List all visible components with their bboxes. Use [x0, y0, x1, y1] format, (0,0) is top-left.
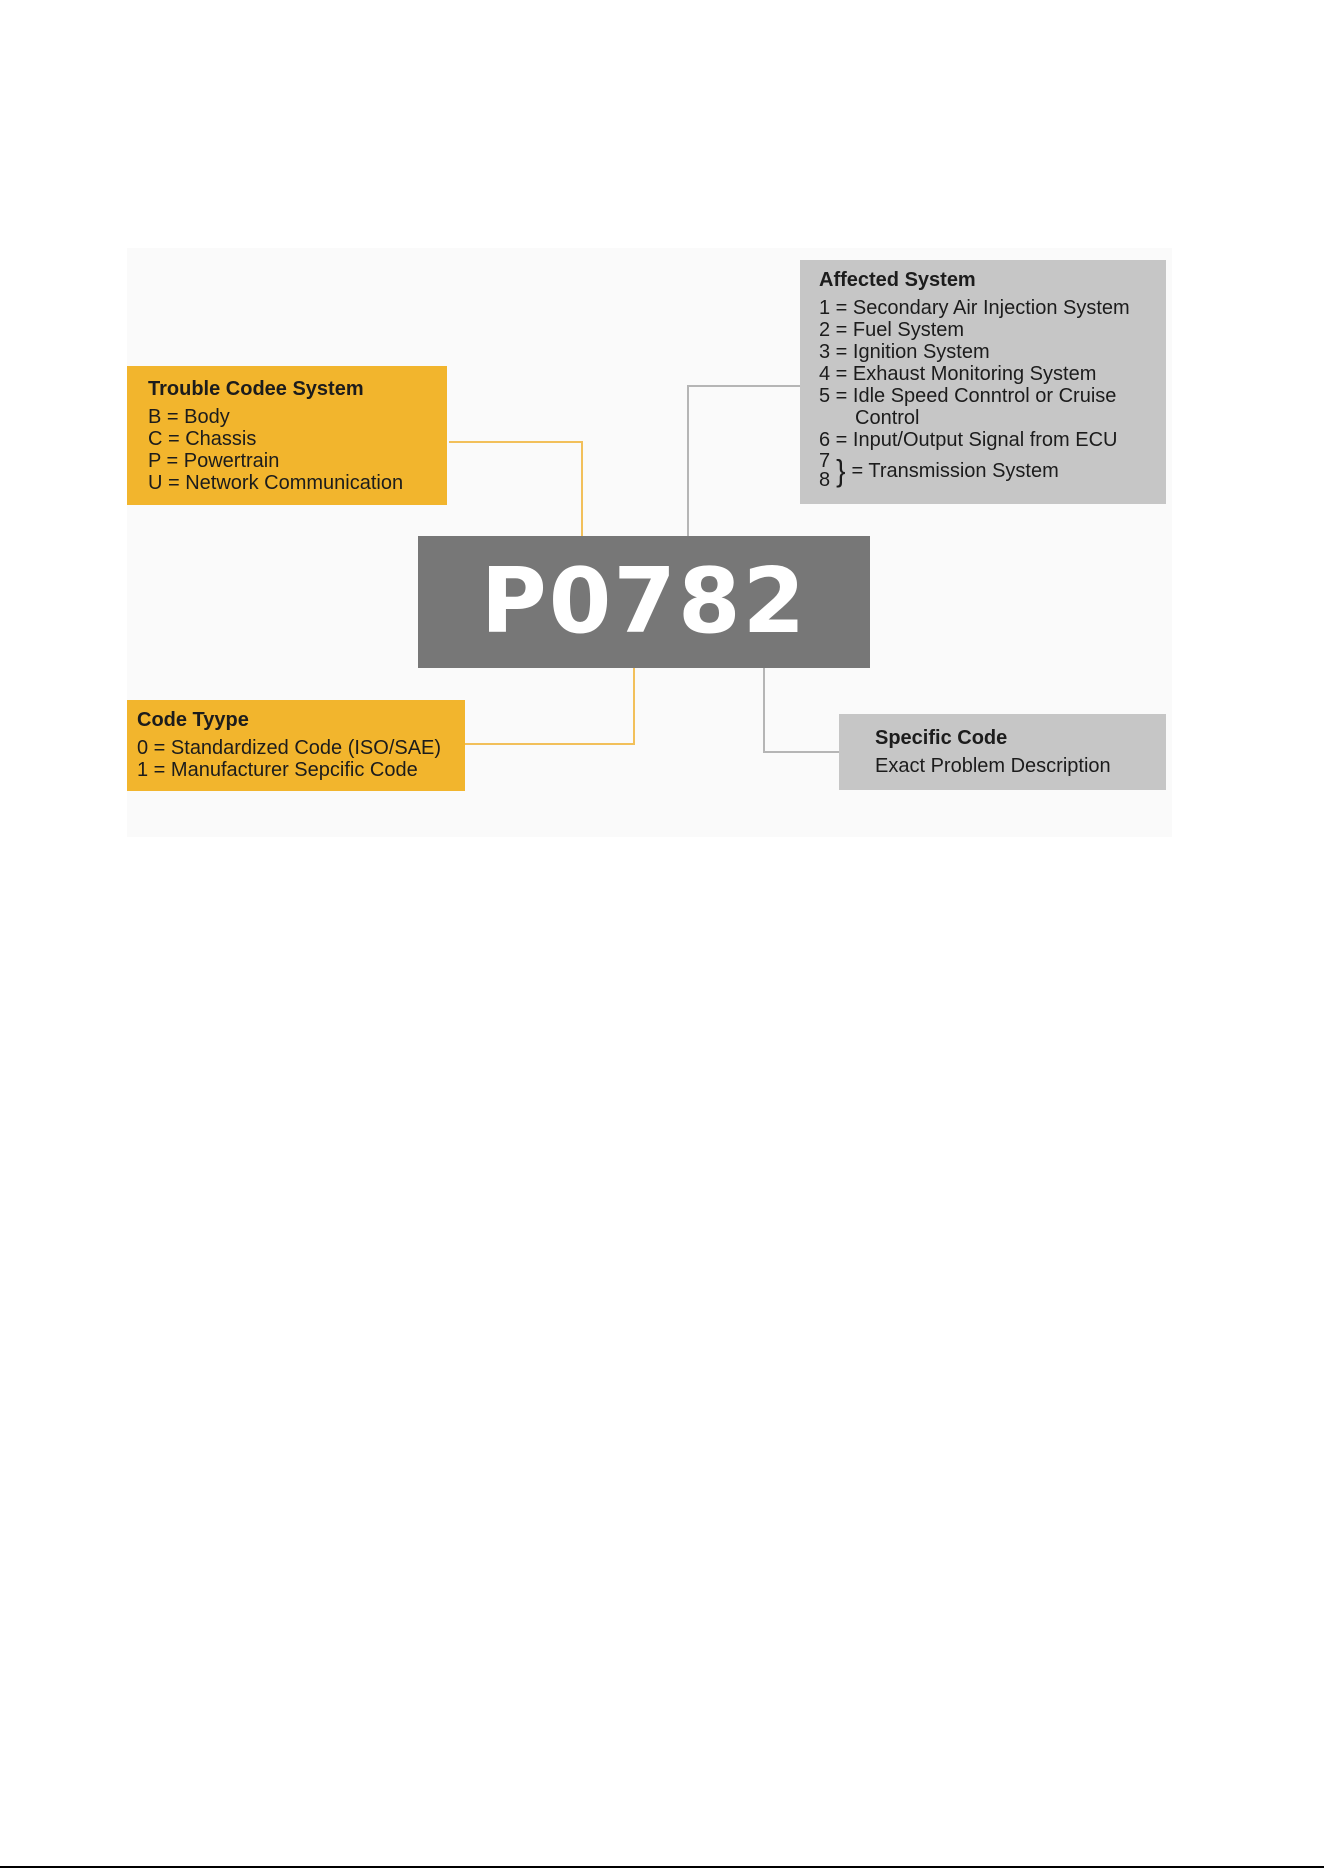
code-type-title: Code Tyype [137, 709, 249, 731]
specific-code-title: Specific Code [875, 727, 1008, 749]
trouble-code-system-item: U = Network Communication [148, 472, 404, 494]
code-type-box [127, 700, 465, 791]
page-bottom-rule [0, 1866, 1324, 1868]
affected-system-item: 6 = Input/Output Signal from ECU [819, 429, 1118, 451]
affected-system-title: Affected System [819, 269, 976, 291]
brace-number: 7 [819, 450, 831, 472]
trouble-code-system-item: B = Body [148, 406, 230, 428]
brace-icon: } [836, 453, 846, 488]
brace-numbers [819, 452, 830, 490]
code-type-item: 1 = Manufacturer Sepcific Code [137, 759, 418, 781]
affected-system-item: 4 = Exhaust Monitoring System [819, 363, 1097, 385]
brace-number: 8 [819, 469, 831, 491]
brace-text: = Transmission System [851, 460, 1059, 482]
specific-code-box [839, 714, 1166, 790]
trouble-code-system-title: Trouble Codee System [148, 378, 364, 400]
affected-system-item: 3 = Ignition System [819, 341, 990, 363]
code-type-item: 0 = Standardized Code (ISO/SAE) [137, 737, 442, 759]
trouble-code: P0782 [480, 549, 808, 654]
trouble-code-system-item: P = Powertrain [148, 450, 280, 472]
affected-system-item: 2 = Fuel System [819, 319, 965, 341]
trouble-code-box [418, 536, 870, 668]
affected-system-brace-row [819, 451, 1166, 491]
trouble-code-system-item: C = Chassis [148, 428, 257, 450]
affected-system-box [800, 260, 1166, 504]
specific-code-description: Exact Problem Description [875, 755, 1111, 777]
affected-system-item-continuation: Control [855, 407, 920, 429]
affected-system-item: 5 = Idle Speed Conntrol or Cruise [819, 385, 1117, 407]
affected-system-item: 1 = Secondary Air Injection System [819, 297, 1130, 319]
trouble-code-system-box [127, 366, 447, 505]
